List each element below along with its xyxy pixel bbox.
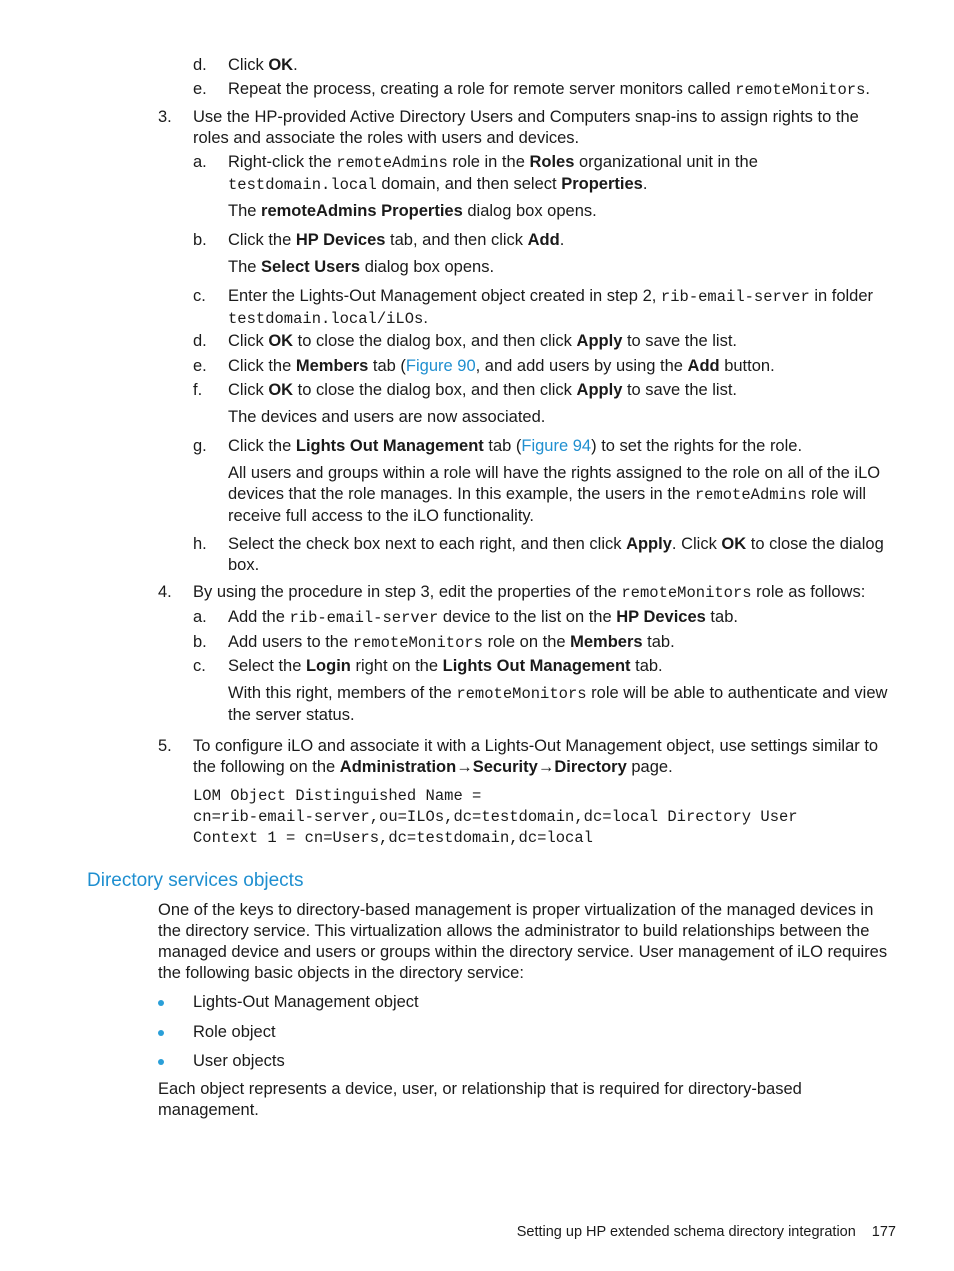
step-3b-note: The Select Users dialog box opens. <box>228 258 495 276</box>
section-intro: One of the keys to directory-based management is proper virtualization of the managed devices in the directory service. This virtualization allows the administrator to build relationships between the managed device and users or groups within the directory service. User management of iLO requires the following basic objects in the directory service: <box>158 901 888 982</box>
step-number: 3. <box>158 108 172 126</box>
section-heading: Directory services objects <box>87 870 304 891</box>
step-number: 5. <box>158 737 172 755</box>
bullet-item: Role object <box>193 1023 276 1041</box>
step-4a-text: Add the rib-email-server device to the list on the HP Devices tab. <box>228 608 738 627</box>
step-label: e. <box>193 357 207 375</box>
code-line: cn=rib-email-server,ou=ILOs,dc=testdomain,dc=local Directory User <box>193 808 798 826</box>
step-4-text: By using the procedure in step 3, edit the properties of the remoteMonitors role as follows: <box>193 583 866 602</box>
step-label: g. <box>193 437 207 455</box>
step-3-text: Use the HP-provided Active Directory Users and Computers snap-ins to assign rights to the roles and associate the roles with users and devices. <box>193 108 859 147</box>
step-3e-text: Click the Members tab (Figure 90, and add users by using the Add button. <box>228 357 775 375</box>
step-3a-text: Right-click the remoteAdmins role in the Roles organizational unit in the testdomain.local domain, and then select Properties. <box>228 153 758 194</box>
step-label: e. <box>193 80 207 98</box>
step-label: c. <box>193 287 206 305</box>
step-3g-note: All users and groups within a role will have the rights assigned to the role on all of the iLO devices that the role manages. In this example, the users in the remoteAdmins role will receive full access to the iLO functionality. <box>228 464 881 525</box>
page-footer <box>517 1222 896 1243</box>
figure-90-link[interactable]: Figure 90 <box>405 357 476 375</box>
footer-title: Setting up HP extended schema directory integration <box>516 1224 856 1240</box>
step-label: a. <box>193 608 207 626</box>
bullet-item: User objects <box>193 1052 285 1070</box>
step-3h-text: Select the check box next to each right, and then click Apply. Click OK to close the dialog box. <box>228 535 884 574</box>
bullet-icon <box>158 1030 164 1036</box>
step-3d-text: Click OK to close the dialog box, and then click Apply to save the list. <box>228 332 738 350</box>
step-number: 4. <box>158 583 172 601</box>
step-4c-note: With this right, members of the remoteMonitors role will be able to authenticate and view the server status. <box>228 684 888 724</box>
step-label: c. <box>193 657 206 675</box>
step-3g-text: Click the Lights Out Management tab (Figure 94) to set the rights for the role. <box>228 437 803 455</box>
step-4b-text: Add users to the remoteMonitors role on the Members tab. <box>228 633 675 652</box>
step-3f-text: Click OK to close the dialog box, and then click Apply to save the list. <box>228 381 738 399</box>
step-4c-text: Select the Login right on the Lights Out Management tab. <box>228 657 663 675</box>
page-number: 177 <box>871 1224 896 1240</box>
step-3f-note: The devices and users are now associated. <box>228 408 546 426</box>
code-line: LOM Object Distinguished Name = <box>193 787 482 805</box>
step-label: d. <box>193 332 207 350</box>
step-3c-text: Enter the Lights-Out Management object created in step 2, rib-email-server in folder testdomain.local/iLOs. <box>228 287 874 328</box>
step-label: f. <box>193 381 203 399</box>
step-3b-text: Click the HP Devices tab, and then click Add. <box>228 231 565 249</box>
step-label: b. <box>193 231 207 249</box>
step-d-text: Click OK. <box>228 56 298 74</box>
step-label: d. <box>193 56 207 74</box>
bullet-icon <box>158 1000 164 1006</box>
section-closing: Each object represents a device, user, or relationship that is required for directory-based management. <box>158 1080 802 1119</box>
step-label: a. <box>193 153 207 171</box>
figure-94-link[interactable]: Figure 94 <box>521 437 592 455</box>
step-5-text: To configure iLO and associate it with a Lights-Out Management object, use settings similar to the following on the Administration→Security→Directory page. <box>193 737 879 776</box>
step-label: h. <box>193 535 207 553</box>
bullet-icon <box>158 1059 164 1065</box>
step-e-text: Repeat the process, creating a role for remote server monitors called remoteMonitors. <box>228 80 870 99</box>
step-3a-note: The remoteAdmins Properties dialog box opens. <box>228 202 597 220</box>
step-label: b. <box>193 633 207 651</box>
code-line: Context 1 = cn=Users,dc=testdomain,dc=local <box>193 829 593 847</box>
bullet-item: Lights-Out Management object <box>193 993 419 1011</box>
